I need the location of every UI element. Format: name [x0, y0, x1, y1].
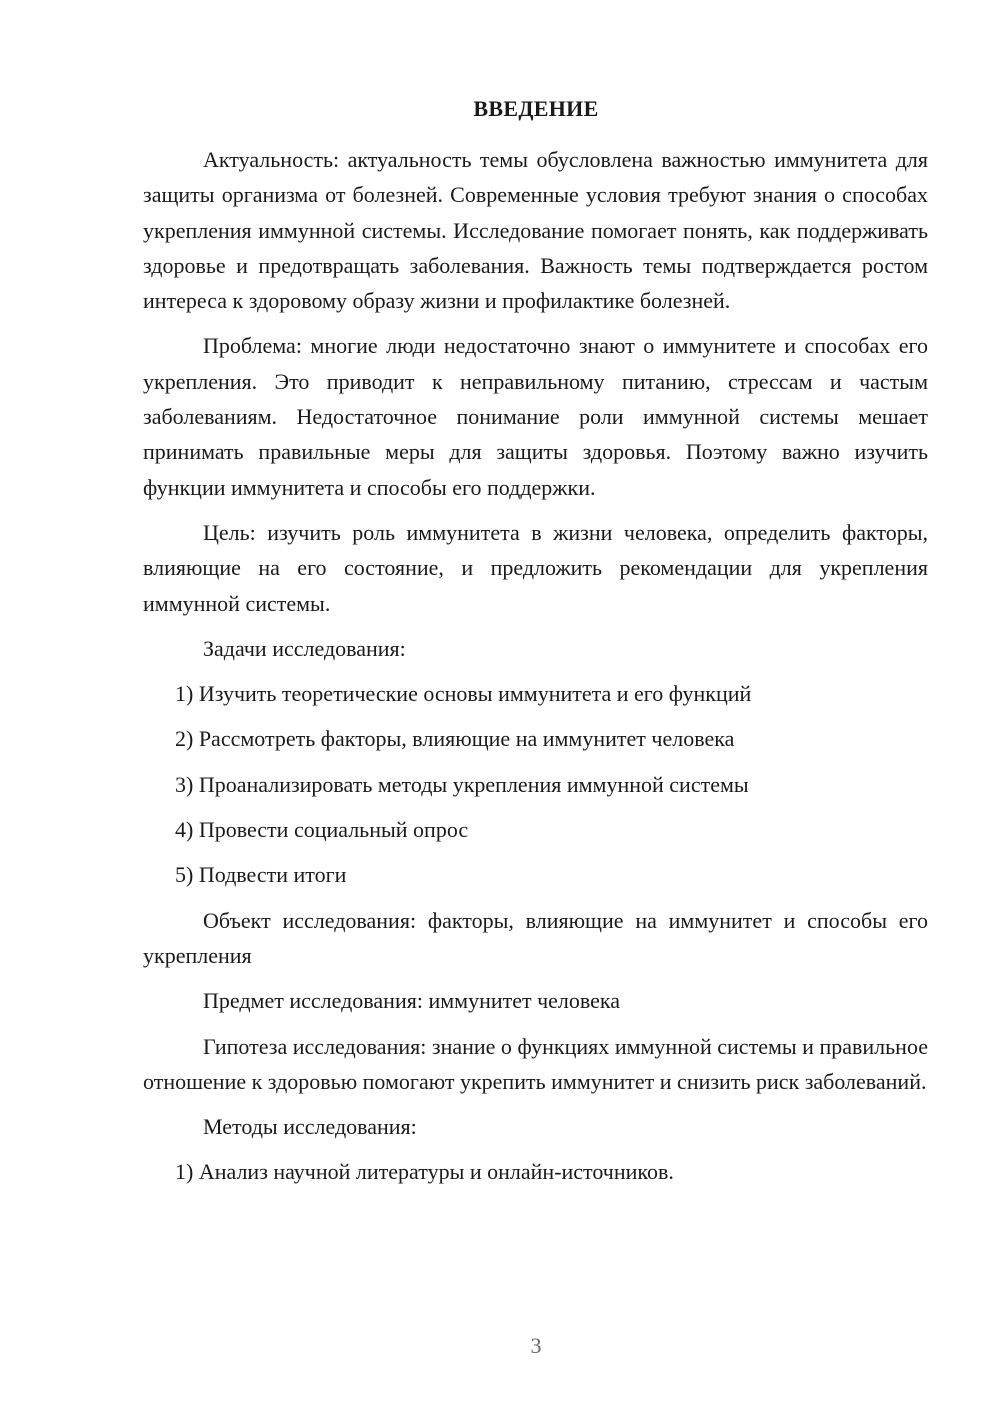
methods-title: Методы исследования:	[203, 1114, 417, 1140]
section-heading: ВВЕДЕНИЕ	[473, 96, 599, 121]
object-paragraph: Объект исследования: факторы, влияющие на иммунитет и способы его укрепления	[143, 907, 928, 968]
task-item-4: 4) Провести социальный опрос	[175, 817, 469, 843]
page-content	[143, 142, 928, 1200]
tasks-title: Задачи исследования:	[203, 635, 406, 661]
subject-paragraph: Предмет исследования: иммунитет человека	[203, 988, 621, 1014]
task-item-2: 2) Рассмотреть факторы, влияющие на иммунитет человека	[175, 726, 735, 752]
task-item-5: 5) Подвести итоги	[175, 862, 347, 888]
goal-paragraph: Цель: изучить роль иммунитета в жизни человека, определить факторы, влияющие на его состояние, и предложить рекомендации для укрепления иммунной системы.	[143, 519, 928, 616]
task-item-3: 3) Проанализировать методы укрепления иммунной системы	[175, 771, 749, 797]
page-number: 3	[530, 1333, 542, 1358]
relevance-paragraph: Актуальность: актуальность темы обусловлена важностью иммунитета для защиты организма от болезней. Современные условия требуют знания о способах укрепления иммунной системы. Исследование помогает понять, как поддерживать здоровье и предотвращать заболевания. Важность темы подтверждается ростом интереса к здоровому образу жизни и профилактике болезней.	[143, 147, 928, 314]
task-item-1: 1) Изучить теоретические основы иммунитета и его функций	[175, 681, 752, 707]
method-item-1: 1) Анализ научной литературы и онлайн-источников.	[175, 1159, 674, 1185]
problem-paragraph: Проблема: многие люди недостаточно знают о иммунитете и способах его укрепления. Это приводит к неправильному питанию, стрессам и частым заболеваниям. Недостаточное понимание роли иммунной системы мешает принимать правильные меры для защиты здоровья. Поэтому важно изучить функции иммунитета и способы его поддержки.	[143, 333, 928, 500]
hypothesis-paragraph: Гипотеза исследования: знание о функциях иммунной системы и правильное отношение к здоровью помогают укрепить иммунитет и снизить риск заболеваний.	[143, 1033, 928, 1094]
